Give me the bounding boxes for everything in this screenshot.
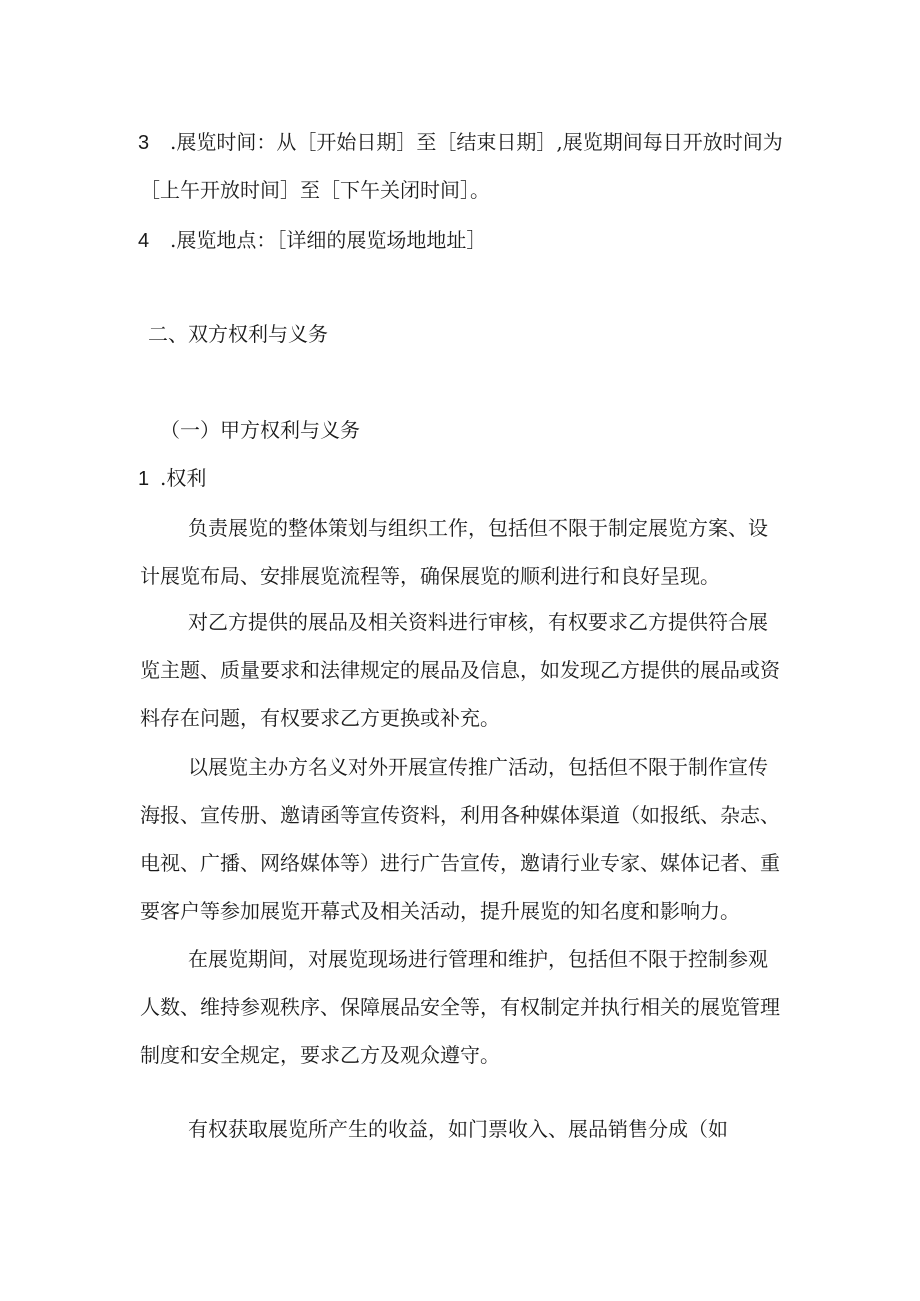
paragraph-3-line-4: 要客户等参加展览开幕式及相关活动，提升展览的知名度和影响力。	[140, 899, 740, 923]
item-number: 4	[138, 230, 150, 252]
item-number: 3	[138, 132, 150, 154]
exhibition-time-line-2: ［上午开放时间］至［下午关闭时间］。	[140, 178, 490, 202]
rights-label: .权利	[160, 466, 207, 490]
paragraph-1-line-2: 计展览布局、安排展览流程等，确保展览的顺利进行和良好呈现。	[140, 564, 720, 588]
paragraph-3-line-1: 以展览主办方名义对外开展宣传推广活动，包括但不限于制作宣传	[188, 755, 768, 779]
paragraph-3-line-2: 海报、宣传册、邀请函等宣传资料，利用各种媒体渠道（如报纸、杂志、	[140, 803, 780, 827]
exhibition-location-line	[138, 228, 486, 253]
exhibition-location-text: .展览地点：［详细的展览场地地址］	[170, 228, 487, 252]
paragraph-2-line-1: 对乙方提供的展品及相关资料进行审核，有权要求乙方提供符合展	[188, 610, 768, 634]
paragraph-4-line-1: 在展览期间，对展览现场进行管理和维护，包括但不限于控制参观	[188, 947, 768, 971]
paragraph-2-line-3: 料存在问题，有权要求乙方更换或补充。	[140, 706, 500, 730]
rights-heading	[138, 466, 206, 491]
paragraph-1-line-1: 负责展览的整体策划与组织工作，包括但不限于制定展览方案、设	[188, 516, 768, 540]
paragraph-5-line-1: 有权获取展览所产生的收益，如门票收入、展品销售分成（如	[188, 1117, 728, 1141]
paragraph-3-line-3: 电视、广播、网络媒体等）进行广告宣传，邀请行业专家、媒体记者、重	[140, 851, 780, 875]
exhibition-time-text: .展览时间：从［开始日期］至［结束日期］,展览期间每日开放时间为	[170, 130, 783, 154]
paragraph-4-line-2: 人数、维持参观秩序、保障展品安全等，有权制定并执行相关的展览管理	[140, 995, 780, 1019]
exhibition-time-line-1	[138, 130, 783, 155]
rights-number: 1	[138, 468, 150, 490]
paragraph-4-line-3: 制度和安全规定，要求乙方及观众遵守。	[140, 1043, 500, 1067]
subsection-title: （一）甲方权利与义务	[160, 418, 360, 442]
section-title: 二、双方权利与义务	[148, 322, 328, 346]
paragraph-2-line-2: 览主题、质量要求和法律规定的展品及信息，如发现乙方提供的展品或资	[140, 658, 780, 682]
